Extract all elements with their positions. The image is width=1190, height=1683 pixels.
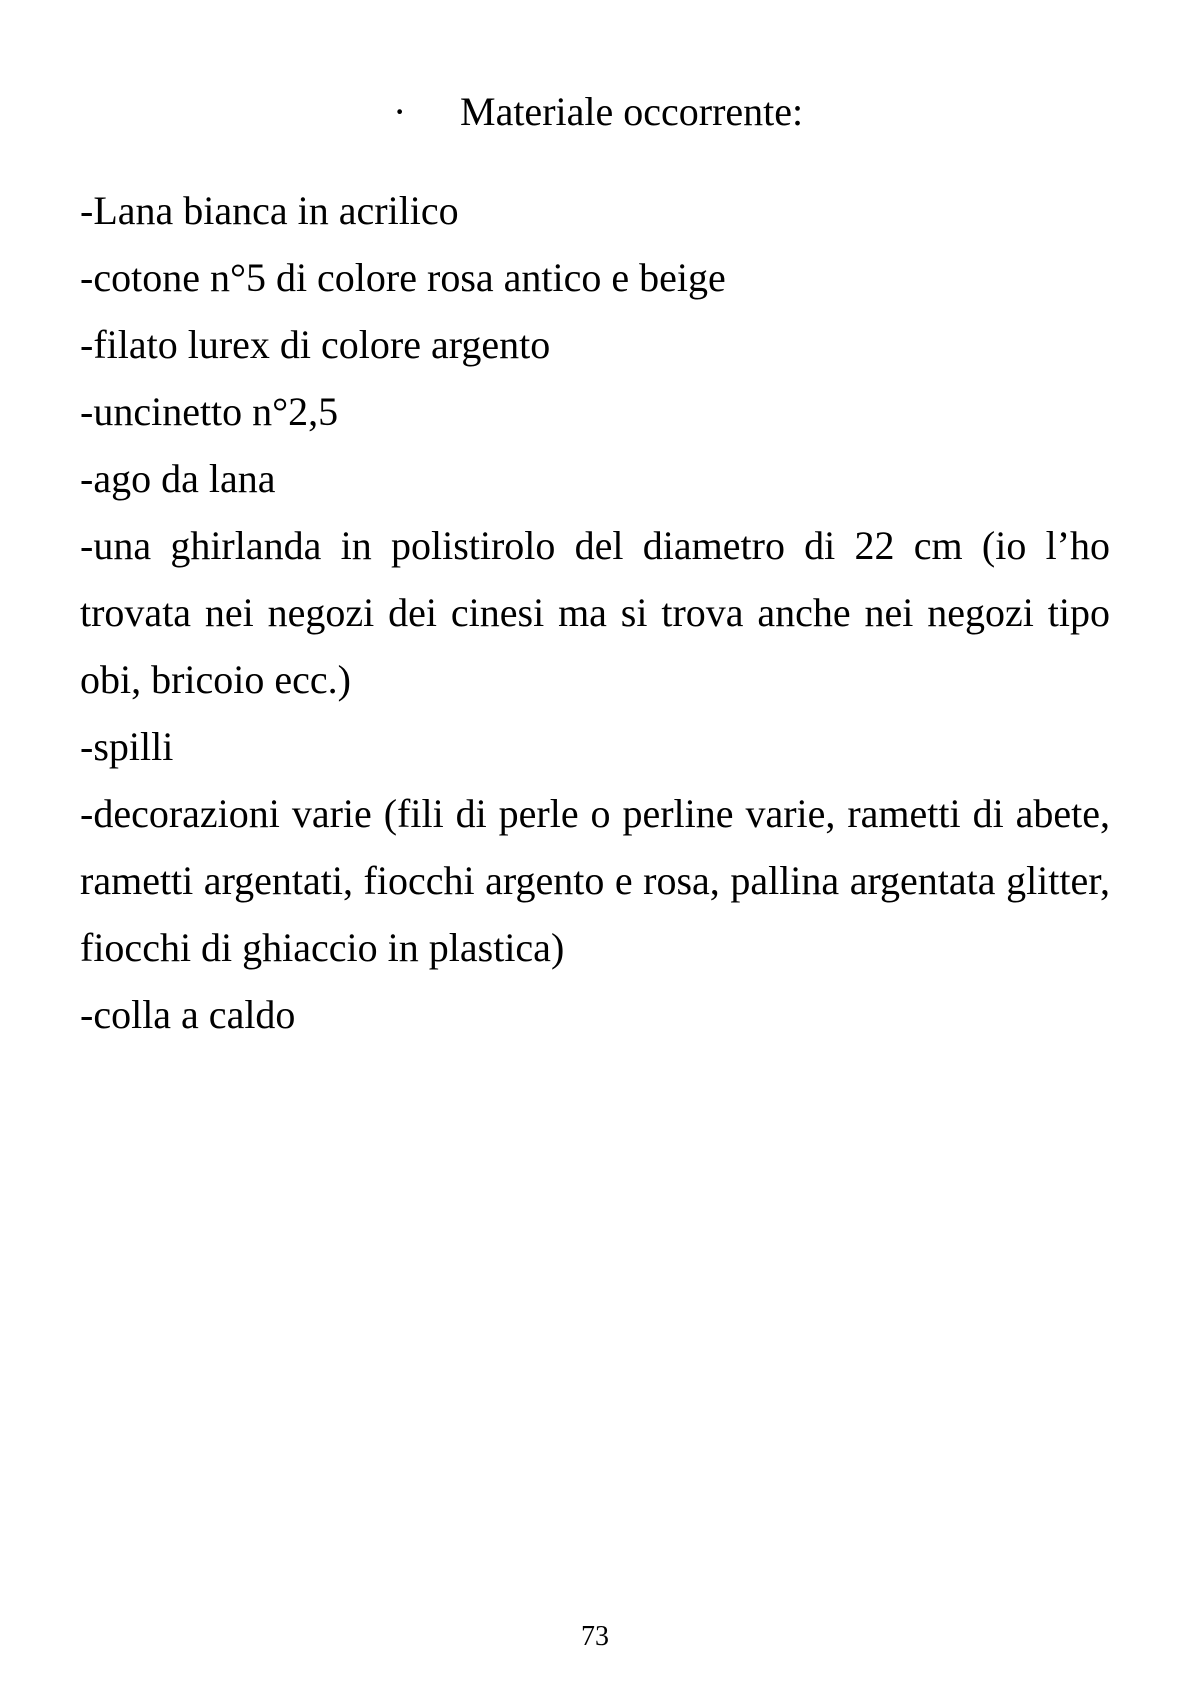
materials-list [80, 177, 1110, 1048]
list-item: -cotone n°5 di colore rosa antico e beige [80, 255, 726, 300]
list-item: -decorazioni varie (fili di perle o perline varie, rametti di abete, rametti argentati, fiocchi argento e rosa, pallina argentata glitter, fiocchi di ghiaccio in plastica) [80, 791, 1110, 970]
list-item: -colla a caldo [80, 992, 296, 1037]
list-item: -filato lurex di colore argento [80, 322, 551, 367]
list-item: -Lana bianca in acrilico [80, 188, 459, 233]
bullet-icon: · [393, 89, 407, 134]
list-item: -ago da lana [80, 456, 276, 501]
list-item: -una ghirlanda in polistirolo del diametro di 22 cm (io l’ho trovata nei negozi dei cinesi ma si trova anche nei negozi tipo obi, bricoio ecc.) [80, 523, 1110, 702]
page-number: 73 [581, 1621, 609, 1652]
list-item: -uncinetto n°2,5 [80, 389, 339, 434]
heading-text: Materiale occorrente: [460, 89, 804, 134]
list-item: -spilli [80, 724, 174, 769]
